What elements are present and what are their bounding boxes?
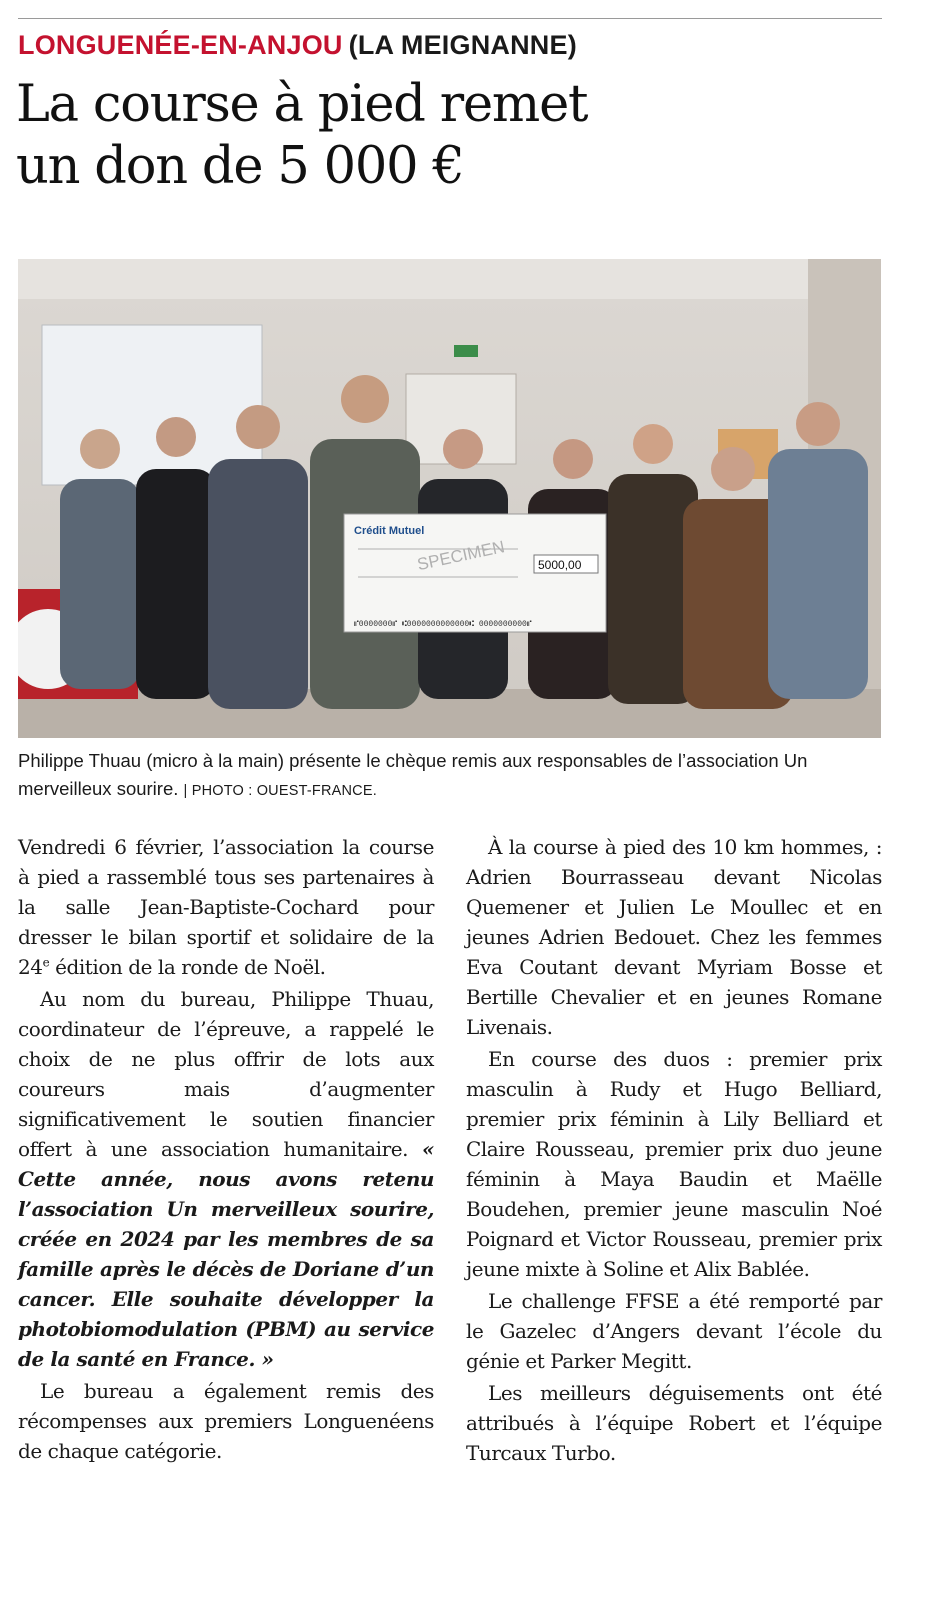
article-paragraph-1 [18, 832, 434, 982]
article-paragraph-2 [18, 984, 434, 1374]
photo-caption [18, 747, 884, 805]
kicker-subplace: (LA MEIGNANNE) [348, 30, 577, 60]
article-paragraph-7: Les meilleurs déguisements ont été attribués à l’équipe Robert et l’équipe Turcaux Turbo. [466, 1381, 882, 1465]
p2-text: Au nom du bureau, Philippe Thuau, coordinateur de l’épreuve, a rappelé le choix de ne plus offrir de lots aux coureurs mais d’augmenter significativement le soutien financier offert à une association humanitaire. [18, 987, 434, 1161]
photo-credit: | PHOTO : OUEST-FRANCE. [183, 783, 377, 799]
headline-line-2: un don de 5 000 € [16, 137, 464, 196]
cheque-amount: 5000,00 [538, 558, 582, 572]
p2-quote: « Cette année, nous avons retenu l’association Un merveilleux sourire, créée en 2024 par les membres de sa famille après le décès de Doriane d’un cancer. Elle souhaite développer la photobiomodulation (PBM) au service de la santé en France. » [18, 1137, 434, 1371]
exit-sign-icon [454, 345, 478, 357]
article-photo [18, 259, 881, 738]
location-kicker [18, 30, 577, 61]
cheque-specimen-stamp: SPECIMEN [415, 537, 507, 575]
kicker-place: LONGUENÉE-EN-ANJOU [18, 30, 343, 60]
cheque-bank-logo: Crédit Mutuel [354, 525, 425, 537]
photo-illustration [18, 259, 881, 738]
caption-text: Philippe Thuau (micro à la main) présente le chèque remis aux responsables de l’association Un merveilleux sourire. [18, 750, 808, 799]
article-paragraph-6: Le challenge FFSE a été remporté par le Gazelec d’Angers devant l’école du génie et Parker Megitt. [466, 1289, 882, 1373]
article-paragraph-3: Le bureau a également remis des récompenses aux premiers Longuenéens de chaque catégorie. [18, 1379, 434, 1463]
article-column-right [466, 832, 882, 1470]
cheque [344, 514, 606, 632]
article-paragraph-4: À la course à pied des 10 km hommes, : Adrien Bourrasseau devant Nicolas Quemener et Julien Le Moullec et en jeunes Adrien Bedouet. Chez les femmes Eva Coutant devant Myriam Bosse et Bertille Chevalier et en jeunes Romane Livenais. [466, 835, 882, 1039]
headline-line-1: La course à pied remet [16, 75, 588, 134]
top-rule [18, 18, 882, 19]
p1-text-b: édition de la ronde de Noël. [49, 955, 326, 979]
article-column-left [18, 832, 434, 1468]
p1-superscript: e [42, 955, 50, 970]
article-paragraph-5: En course des duos : premier prix masculin à Rudy et Hugo Belliard, premier prix féminin à Lily Belliard et Claire Rousseau, premier prix duo jeune féminin à Maya Baudin et Maëlle Boudehen, premier jeune masculin Noé Poignard et Victor Rousseau, premier prix jeune mixte à Soline et Alix Bablée. [466, 1047, 882, 1281]
p1-text-a: Vendredi 6 février, l’association la course à pied a rassemblé tous ses partenaires à la salle Jean-Baptiste-Cochard pour dresser le bilan sportif et solidaire de la 24 [18, 835, 434, 979]
headline [16, 74, 896, 198]
cheque-micr-line: ⑈0000000⑈ ⑆0000000000000⑆ 0000000000⑈ [354, 620, 532, 629]
